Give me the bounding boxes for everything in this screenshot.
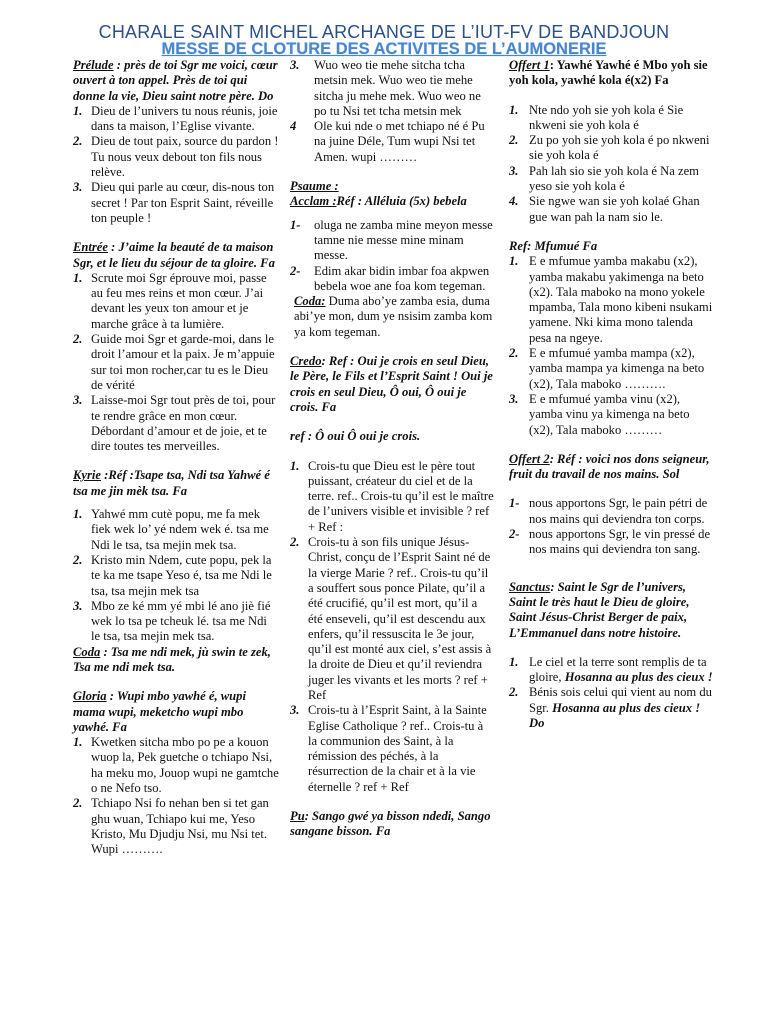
list-item: 2. Crois-tu à son fils unique Jésus-Christ, conçu de l’Esprit Saint né de la vierge Marie ? ref.. Crois-tu qu’il a souffert sous ponce Pilate, qu’il a été crucifié, qu’il est mort, qu’il a été enseveli, qu’il est descendu aux enfers, qu’il ressuscita le 3e jour, qu’il est monté aux ciel, s’est assis à la droite de Dieu et qu’il reviendra juger les vivants et les morts ? ref + Ref bbox=[290, 535, 492, 702]
verse-text: oluga ne zamba mine meyon messe tamne nie messe mine minam messe. bbox=[314, 217, 493, 263]
pu-label: Pu bbox=[290, 809, 305, 824]
verse-text: Yahwé mm cutè popu, me fa mek fiek wek lo’ yé ndem wek é. tsa me Ndi le tsa, tsa mejin mek tsa. bbox=[91, 507, 269, 552]
verse-emphasis: Hosanna au plus des cieux ! bbox=[564, 670, 713, 685]
prelude-label: Prélude bbox=[73, 58, 114, 72]
verse-text: Laisse-moi Sgr tout près de toi, pour te rendre grâce en mon cœur. Débordant d’amour et de joie, et te dire toutes tes merveilles. bbox=[91, 393, 276, 454]
verse-text: Bénis sois celui qui vient au nom du Sgr. bbox=[529, 685, 712, 715]
verse-text: Scrute moi Sgr éprouve moi, passe au feu mes reins et mon cœur. J’ai devant les yeux ton amour et je marche grâce à ta lumière. bbox=[91, 270, 267, 331]
list-item: 2- Edim akar bidin imbar foa akpwen bebela woe ane foa kom tegeman. bbox=[290, 263, 490, 293]
list-item: 3. Mbo ze ké mm yé mbi lé ano jiè fié wek lo tsa pe tcheuk lé. tsa me Ndi le tsa, tsa mejin mek tsa. bbox=[73, 598, 271, 644]
kyrie-text: :Réf :Tsape tsa, Ndi tsa Yahwé é tsa me jin mèk tsa. Fa bbox=[73, 468, 270, 498]
offertory2-text: : Réf : voici nos dons seigneur, fruit du travail de nos mains. Sol bbox=[509, 451, 710, 482]
prelude-verses bbox=[73, 104, 279, 226]
verse-text: Dieu de tout paix, source du pardon ! Tu nous veux debout ton fils nous relève. bbox=[91, 134, 279, 180]
list-item bbox=[290, 58, 494, 119]
header-choir-name: CHARALE SAINT MICHEL ARCHANGE DE L’IUT-FV DE BANDJOUN bbox=[98, 22, 670, 42]
kyrie-coda bbox=[73, 645, 279, 676]
list-item: 3. Crois-tu à l’Esprit Saint, à la Sainte Eglise Catholique ? ref.. Crois-tu à la communion des Saint, à la rémission des péchés, à la résurrection de la chair et à la vie éternelle ? ref + Ref bbox=[290, 703, 487, 794]
column-left bbox=[73, 58, 279, 858]
list-item: 3. E e mfumué yamba vinu (x2), yamba vinu ya kimenga na beto (x2), Tala maboko ……… bbox=[509, 391, 690, 437]
list-item: 2. Guide moi Sgr et garde-moi, dans le droit l’amour et la paix. Je m’appuie sur toi mon rocher,car tu es le Dieu de vérité bbox=[73, 332, 275, 392]
verse-text: Sie ngwe wan sie yoh kolaé Ghan gue wan pah la nam sio le. bbox=[529, 194, 700, 224]
verse-text: Wuo weo tie mehe sitcha tcha metsin mek. Wuo weo tie mehe sitcha ju mehe mek. Wuo weo ne po tu Nsi tet tcha metsin mek bbox=[314, 58, 481, 118]
verse-text: Crois-tu que Dieu est le père tout puissant, créateur du ciel et de la terre. ref.. Crois-tu qu’il est le maître de l’univers visible et invisible ? ref + Ref : bbox=[308, 458, 494, 534]
verse-text: Pah lah sio sie yoh kola é Na zem yeso sie yoh kola é bbox=[529, 163, 699, 194]
list-item: 1- oluga ne zamba mine meyon messe tamne nie messe mine minam messe. bbox=[290, 217, 493, 263]
verse-emphasis: Hosanna au plus des cieux ! Do bbox=[529, 700, 701, 730]
list-item: 3. Dieu qui parle au cœur, dis-nous ton secret ! Par ton Esprit Saint, réveille ton peuple ! bbox=[73, 180, 275, 225]
list-item: 1. Scrute moi Sgr éprouve moi, passe au feu mes reins et mon cœur. J’ai devant les yeux ton amour et je marche grâce à ta lumière. bbox=[73, 270, 267, 331]
list-item bbox=[290, 119, 494, 165]
verse-text: Crois-tu à son fils unique Jésus-Christ, conçu de l’Esprit Saint né de la vierge Marie ? ref.. Crois-tu qu’il a souffert sous ponce Pilate, qu’il a été crucifié, qu’il est mort, qu’il a été enseveli, qu’il est descendu aux enfers, qu’il ressuscita le 3e jour, qu’il est monté aux ciel, s’est assis à la droite de Dieu et qu’il reviendra juger les vivants et les morts ? ref + Ref bbox=[308, 535, 492, 702]
credo-verses bbox=[290, 459, 494, 796]
credo-short-ref: ref : Ô oui Ô oui je crois. bbox=[290, 429, 421, 444]
credo-refrain bbox=[290, 354, 494, 415]
mfumue-verses bbox=[509, 254, 715, 438]
kyrie-verses bbox=[73, 507, 279, 645]
list-item: 2. Zu po yoh sie yoh kola é po nkweni sie yoh kola é bbox=[509, 133, 710, 163]
offertory2-label: Offert 2 bbox=[509, 451, 550, 466]
acclamation-text: Réf : Alléluia (5x) bebela bbox=[336, 194, 467, 209]
offertory2-verses bbox=[509, 496, 715, 557]
list-item: 1. Nte ndo yoh sie yoh kola é Sie nkweni sie yoh kola é bbox=[509, 102, 684, 132]
gloria-verses-continued bbox=[290, 58, 494, 165]
verse-text: Guide moi Sgr et garde-moi, dans le droit l’amour et la paix. Je m’appuie sur toi mon rocher,car tu es le Dieu de vérité bbox=[91, 332, 275, 392]
verse-text: Mbo ze ké mm yé mbi lé ano jiè fié wek lo tsa pe tcheuk lé. tsa me Ndi le tsa, tsa mejin mek tsa. bbox=[91, 598, 271, 644]
pu-text: : Sango gwé ya bisson ndedi, Sango sangane bisson. Fa bbox=[290, 809, 491, 839]
list-item: 4. Sie ngwe wan sie yoh kolaé Ghan gue wan pah la nam sio le. bbox=[509, 194, 700, 224]
list-item: 1. Le ciel et la terre sont remplis de ta gloire, Hosanna au plus des cieux ! bbox=[509, 654, 713, 685]
credo-label: Credo bbox=[290, 354, 322, 369]
sanctus-label: Sanctus bbox=[509, 579, 551, 594]
verse-text: Dieu qui parle au cœur, dis-nous ton secret ! Par ton Esprit Saint, réveille ton peuple ! bbox=[91, 180, 275, 225]
verse-number: 4 bbox=[290, 119, 297, 134]
verse-text: Kwetken sitcha mbo po pe a kouon wuop la, Pek guetche o tchiapo Nsi, ha meku mo, Jouop wupi ne gamtche o ne Nefo tso. bbox=[91, 735, 279, 796]
entree-label: Entrée bbox=[73, 240, 108, 255]
acclamation-coda bbox=[290, 294, 494, 340]
verse-text: E e mfumue yamba makabu (x2), yamba makabu yakimenga na beto (x2). Tala maboko na mono yokele mpamba, Tala mono kibeni nsukami yamene. Nki kima mono talenda pesa na ngeye. bbox=[529, 254, 713, 345]
verse-text: E e mfumué yamba mampa (x2), yamba mampa ya kimenga na beto (x2), Tala maboko ………. bbox=[529, 346, 705, 391]
verse-text: nous apportons Sgr, le pain pétri de nos mains qui deviendra ton corps. bbox=[529, 496, 708, 526]
coda-text: : Tsa me ndi mek, jù swin te zek, Tsa me ndi mek tsa. bbox=[73, 644, 271, 674]
header-mass-title: MESSE DE CLOTURE DES ACTIVITES DE L’AUMONERIE bbox=[161, 40, 607, 58]
verse-text: E e mfumué yamba vinu (x2), yamba vinu ya kimenga na beto (x2), Tala maboko ……… bbox=[529, 391, 690, 437]
list-item: 2. Dieu de tout paix, source du pardon ! Tu nous veux debout ton fils nous relève. bbox=[73, 134, 279, 180]
offertory2-refrain bbox=[509, 452, 715, 483]
column-right bbox=[509, 58, 715, 731]
verse-text: Crois-tu à l’Esprit Saint, à la Sainte Eglise Catholique ? ref.. Crois-tu à la communion des Saint, à la rémission des péchés, à la résurrection de la chair et à la vie éternelle ? ref + Ref bbox=[308, 703, 487, 794]
list-item: 3. Pah lah sio sie yoh kola é Na zem yeso sie yoh kola é bbox=[509, 163, 699, 194]
list-item: 1. E e mfumue yamba makabu (x2), yamba makabu yakimenga na beto (x2). Tala maboko na mono yokele mpamba, Tala mono kibeni nsukami yamene. Nki kima mono talenda pesa na ngeye. bbox=[509, 254, 713, 345]
psaume-label: Psaume : bbox=[290, 179, 339, 194]
gloria-label: Gloria bbox=[73, 689, 107, 704]
psaume-heading bbox=[290, 179, 494, 194]
verse-text: Nte ndo yoh sie yoh kola é Sie nkweni sie yoh kola é bbox=[529, 102, 684, 132]
coda-label: Coda bbox=[73, 644, 101, 659]
offertory1-verses bbox=[509, 103, 715, 225]
sanctus-verses bbox=[509, 655, 715, 731]
list-item: 1. Crois-tu que Dieu est le père tout puissant, créateur du ciel et de la terre. ref.. Crois-tu qu’il est le maître de l’univers visible et invisible ? ref + Ref : bbox=[290, 458, 494, 534]
acclamation-verses bbox=[290, 218, 494, 294]
entree-refrain bbox=[73, 240, 279, 271]
verse-text: Kristo min Ndem, cute popu, pek la te ka me tsape Yeso é, tsa me Ndi le tsa, tsa mejin mek tsa bbox=[91, 552, 272, 598]
pu-refrain bbox=[290, 809, 494, 840]
coda-label: Coda: bbox=[294, 294, 326, 309]
entree-text: : J’aime la beauté de ta maison Sgr, et le lieu du séjour de ta gloire. Fa bbox=[73, 240, 275, 270]
entree-verses bbox=[73, 271, 279, 455]
verse-text: Edim akar bidin imbar foa akpwen bebela woe ane foa kom tegeman. bbox=[314, 263, 490, 293]
list-item: 2- nous apportons Sgr, le vin pressé de nos mains qui deviendra ton sang. bbox=[509, 527, 711, 557]
list-item: 1- nous apportons Sgr, le pain pétri de nos mains qui deviendra ton corps. bbox=[509, 496, 708, 526]
acclamation-refrain bbox=[290, 194, 494, 209]
coda-text: Duma abo’ye zamba esia, duma abi’ye mon, dum ye nsisim zamba kom ya kom tegeman. bbox=[294, 294, 493, 339]
list-item: 1. Dieu de l’univers tu nous réunis, joie dans ta maison, l’Eglise vivante. bbox=[73, 103, 278, 134]
acclamation-label: Acclam : bbox=[290, 194, 337, 209]
gloria-verses bbox=[73, 735, 279, 857]
verse-text: Zu po yoh sie yoh kola é po nkweni sie yoh kola é bbox=[529, 133, 710, 163]
sanctus-refrain bbox=[509, 580, 715, 641]
list-item: 2. Tchiapo Nsi fo nehan ben si tet gan ghu wuan, Tchiapo kui me, Yeso Kristo, Mu Djudju Nsi, mu Nsi tet. Wupi ………. bbox=[73, 796, 269, 857]
verse-number: 3. bbox=[290, 58, 300, 72]
gloria-text: : Wupi mbo yawhé é, wupi mama wupi, meketcho wupi mbo yawhé. Fa bbox=[73, 689, 246, 734]
list-item: 1. Kwetken sitcha mbo po pe a kouon wuop la, Pek guetche o tchiapo Nsi, ha meku mo, Jouop wupi ne gamtche o ne Nefo tso. bbox=[73, 735, 279, 796]
verse-text: Tchiapo Nsi fo nehan ben si tet gan ghu wuan, Tchiapo kui me, Yeso Kristo, Mu Djudju Nsi, mu Nsi tet. Wupi ………. bbox=[91, 796, 269, 857]
prelude-text: : près de toi Sgr me voici, cœur ouvert à ton appel. Près de toi qui donne la vie, Dieu saint notre père. Do bbox=[73, 58, 278, 103]
verse-text: Le ciel et la terre sont remplis de ta gloire, bbox=[529, 654, 707, 685]
offertory1-text: : Yawhé Yawhé é Mbo yoh sie yoh kola, yawhé kola é(x2) Fa bbox=[509, 58, 708, 88]
kyrie-label: Kyrie bbox=[73, 468, 101, 483]
verse-text: Ole kui nde o met tchiapo né é Pu na juine Déle, Tum wupi Nsi tet Amen. wupi ……… bbox=[314, 119, 485, 164]
gloria-refrain bbox=[73, 689, 279, 735]
verse-text: Dieu de l’univers tu nous réunis, joie dans ta maison, l’Eglise vivante. bbox=[91, 103, 278, 134]
list-item: 2. Bénis sois celui qui vient au nom du Sgr. Hosanna au plus des cieux ! Do bbox=[509, 685, 712, 730]
offertory1-label: Offert 1 bbox=[509, 58, 550, 72]
mfumue-refrain: Ref: Mfumué Fa bbox=[509, 238, 598, 253]
credo-text: : Ref : Oui je crois en seul Dieu, le Père, le Fils et l’Esprit Saint ! Oui je crois en seul Dieu, Ô oui, Ô oui je crois. Fa bbox=[290, 354, 493, 414]
prelude-refrain bbox=[73, 58, 279, 104]
offertory1-refrain bbox=[509, 58, 715, 89]
sanctus-text: : Saint le Sgr de l’univers, Saint le très haut le Dieu de gloire, Saint Jésus-Christ Berger de paix, L’Emmanuel dans notre histoire. bbox=[509, 579, 690, 640]
list-item: 1. Yahwé mm cutè popu, me fa mek fiek wek lo’ yé ndem wek é. tsa me Ndi le tsa, tsa mejin mek tsa. bbox=[73, 507, 269, 552]
list-item: 2. Kristo min Ndem, cute popu, pek la te ka me tsape Yeso é, tsa me Ndi le tsa, tsa mejin mek tsa bbox=[73, 552, 272, 598]
verse-text: nous apportons Sgr, le vin pressé de nos mains qui deviendra ton sang. bbox=[529, 527, 711, 557]
column-middle bbox=[290, 58, 494, 840]
list-item: 2. E e mfumué yamba mampa (x2), yamba mampa ya kimenga na beto (x2), Tala maboko ………. bbox=[509, 346, 705, 391]
list-item: 3. Laisse-moi Sgr tout près de toi, pour te rendre grâce en mon cœur. Débordant d’amour et de joie, et te dire toutes tes merveilles. bbox=[73, 393, 276, 454]
kyrie-refrain bbox=[73, 468, 279, 499]
